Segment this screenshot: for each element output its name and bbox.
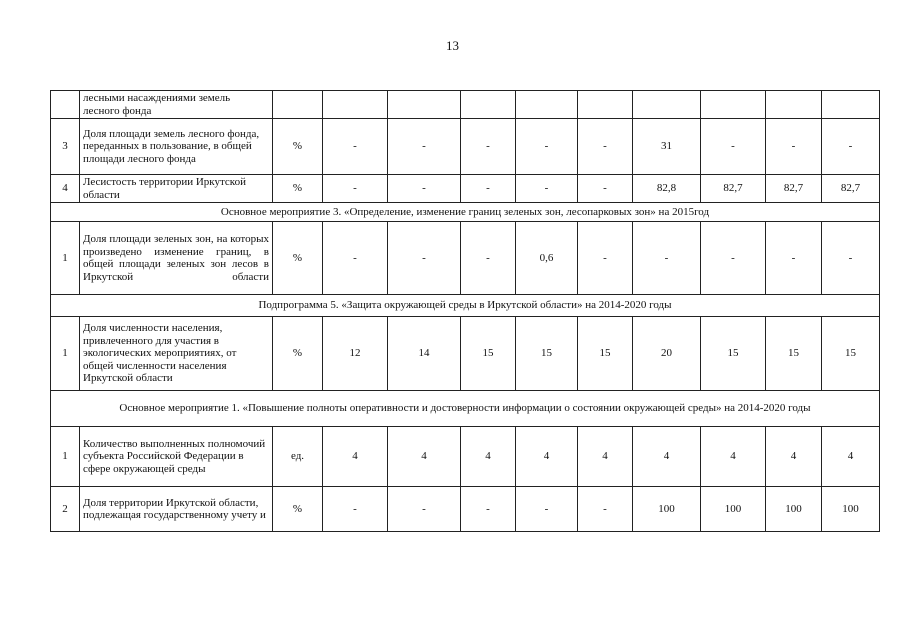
indicator-name: лесными насаждениями земель лесного фонда xyxy=(80,91,273,119)
value-cell: 15 xyxy=(578,317,633,391)
value-cell: 15 xyxy=(701,317,766,391)
value-cell: 31 xyxy=(633,119,701,175)
indicator-name: Доля площади зеленых зон, на которых произведено изменение границ, в общей площади зеленых зон лесов в Иркутской области xyxy=(80,222,273,295)
value-cell: 14 xyxy=(388,317,461,391)
value-cell: - xyxy=(461,175,516,203)
value-cell: 100 xyxy=(701,487,766,532)
value-cell: - xyxy=(516,487,578,532)
table-row xyxy=(51,222,880,295)
value-cell: 4 xyxy=(578,427,633,487)
value-cell xyxy=(578,91,633,119)
indicator-name: Количество выполненных полномочий субъекта Российской Федерации в сфере окружающей среды xyxy=(80,427,273,487)
value-cell: 15 xyxy=(461,317,516,391)
value-cell: 100 xyxy=(633,487,701,532)
value-cell: - xyxy=(633,222,701,295)
section-title: Основное мероприятие 3. «Определение, изменение границ зеленых зон, лесопарковых зон» на 2015год xyxy=(51,203,880,222)
unit-cell: % xyxy=(273,487,323,532)
value-cell: - xyxy=(323,119,388,175)
row-number: 1 xyxy=(51,317,80,391)
table-row xyxy=(51,317,880,391)
value-cell xyxy=(822,91,880,119)
value-cell: - xyxy=(822,222,880,295)
value-cell: 4 xyxy=(388,427,461,487)
table-row xyxy=(51,119,880,175)
value-cell: - xyxy=(578,222,633,295)
unit-cell xyxy=(273,91,323,119)
value-cell: - xyxy=(323,222,388,295)
row-number xyxy=(51,91,80,119)
value-cell: - xyxy=(388,175,461,203)
row-number: 2 xyxy=(51,487,80,532)
unit-cell: % xyxy=(273,119,323,175)
indicator-name: Лесистость территории Иркутской области xyxy=(80,175,273,203)
value-cell: - xyxy=(461,222,516,295)
value-cell: - xyxy=(388,487,461,532)
value-cell: 82,7 xyxy=(766,175,822,203)
value-cell: - xyxy=(388,119,461,175)
value-cell: - xyxy=(388,222,461,295)
value-cell: - xyxy=(516,175,578,203)
value-cell: 4 xyxy=(822,427,880,487)
value-cell: - xyxy=(766,119,822,175)
value-cell: 4 xyxy=(461,427,516,487)
indicator-name: Доля территории Иркутской области, подлежащая государственному учету и xyxy=(80,487,273,532)
indicator-name: Доля численности населения, привлеченного для участия в экологических мероприятиях, от общей численности населения Иркутской области xyxy=(80,317,273,391)
value-cell: - xyxy=(578,487,633,532)
value-cell xyxy=(516,91,578,119)
row-number: 3 xyxy=(51,119,80,175)
section-header-row xyxy=(51,391,880,427)
value-cell: - xyxy=(578,119,633,175)
unit-cell: % xyxy=(273,175,323,203)
row-number: 1 xyxy=(51,427,80,487)
table-row xyxy=(51,427,880,487)
value-cell: 82,7 xyxy=(701,175,766,203)
value-cell: 82,8 xyxy=(633,175,701,203)
unit-cell: % xyxy=(273,222,323,295)
value-cell: - xyxy=(323,487,388,532)
indicator-name: Доля площади земель лесного фонда, переданных в пользование, в общей площади лесного фонда xyxy=(80,119,273,175)
value-cell: 12 xyxy=(323,317,388,391)
value-cell xyxy=(461,91,516,119)
value-cell: 15 xyxy=(822,317,880,391)
value-cell: 4 xyxy=(323,427,388,487)
section-title: Подпрограмма 5. «Защита окружающей среды в Иркутской области» на 2014-2020 годы xyxy=(51,295,880,317)
value-cell: 15 xyxy=(516,317,578,391)
table-row xyxy=(51,175,880,203)
unit-cell: % xyxy=(273,317,323,391)
value-cell: - xyxy=(578,175,633,203)
value-cell xyxy=(766,91,822,119)
value-cell: 15 xyxy=(766,317,822,391)
indicators-table xyxy=(50,90,880,532)
value-cell: - xyxy=(701,119,766,175)
value-cell: 4 xyxy=(516,427,578,487)
value-cell: 0,6 xyxy=(516,222,578,295)
value-cell: 4 xyxy=(701,427,766,487)
value-cell: 4 xyxy=(633,427,701,487)
value-cell: - xyxy=(822,119,880,175)
value-cell: - xyxy=(461,487,516,532)
value-cell xyxy=(323,91,388,119)
value-cell: 100 xyxy=(822,487,880,532)
value-cell: - xyxy=(323,175,388,203)
table-row xyxy=(51,487,880,532)
page-number: 13 xyxy=(446,38,459,53)
unit-cell: ед. xyxy=(273,427,323,487)
value-cell: - xyxy=(516,119,578,175)
section-title: Основное мероприятие 1. «Повышение полноты оперативности и достоверности информации о состоянии окружающей среды» на 2014-2020 годы xyxy=(51,391,880,427)
value-cell: 4 xyxy=(766,427,822,487)
value-cell: 82,7 xyxy=(822,175,880,203)
row-number: 1 xyxy=(51,222,80,295)
table-body xyxy=(51,91,880,532)
value-cell xyxy=(701,91,766,119)
value-cell: 100 xyxy=(766,487,822,532)
value-cell: - xyxy=(701,222,766,295)
table-row xyxy=(51,91,880,119)
value-cell xyxy=(388,91,461,119)
value-cell: - xyxy=(461,119,516,175)
section-header-row xyxy=(51,203,880,222)
value-cell: - xyxy=(766,222,822,295)
row-number: 4 xyxy=(51,175,80,203)
section-header-row xyxy=(51,295,880,317)
value-cell: 20 xyxy=(633,317,701,391)
value-cell xyxy=(633,91,701,119)
